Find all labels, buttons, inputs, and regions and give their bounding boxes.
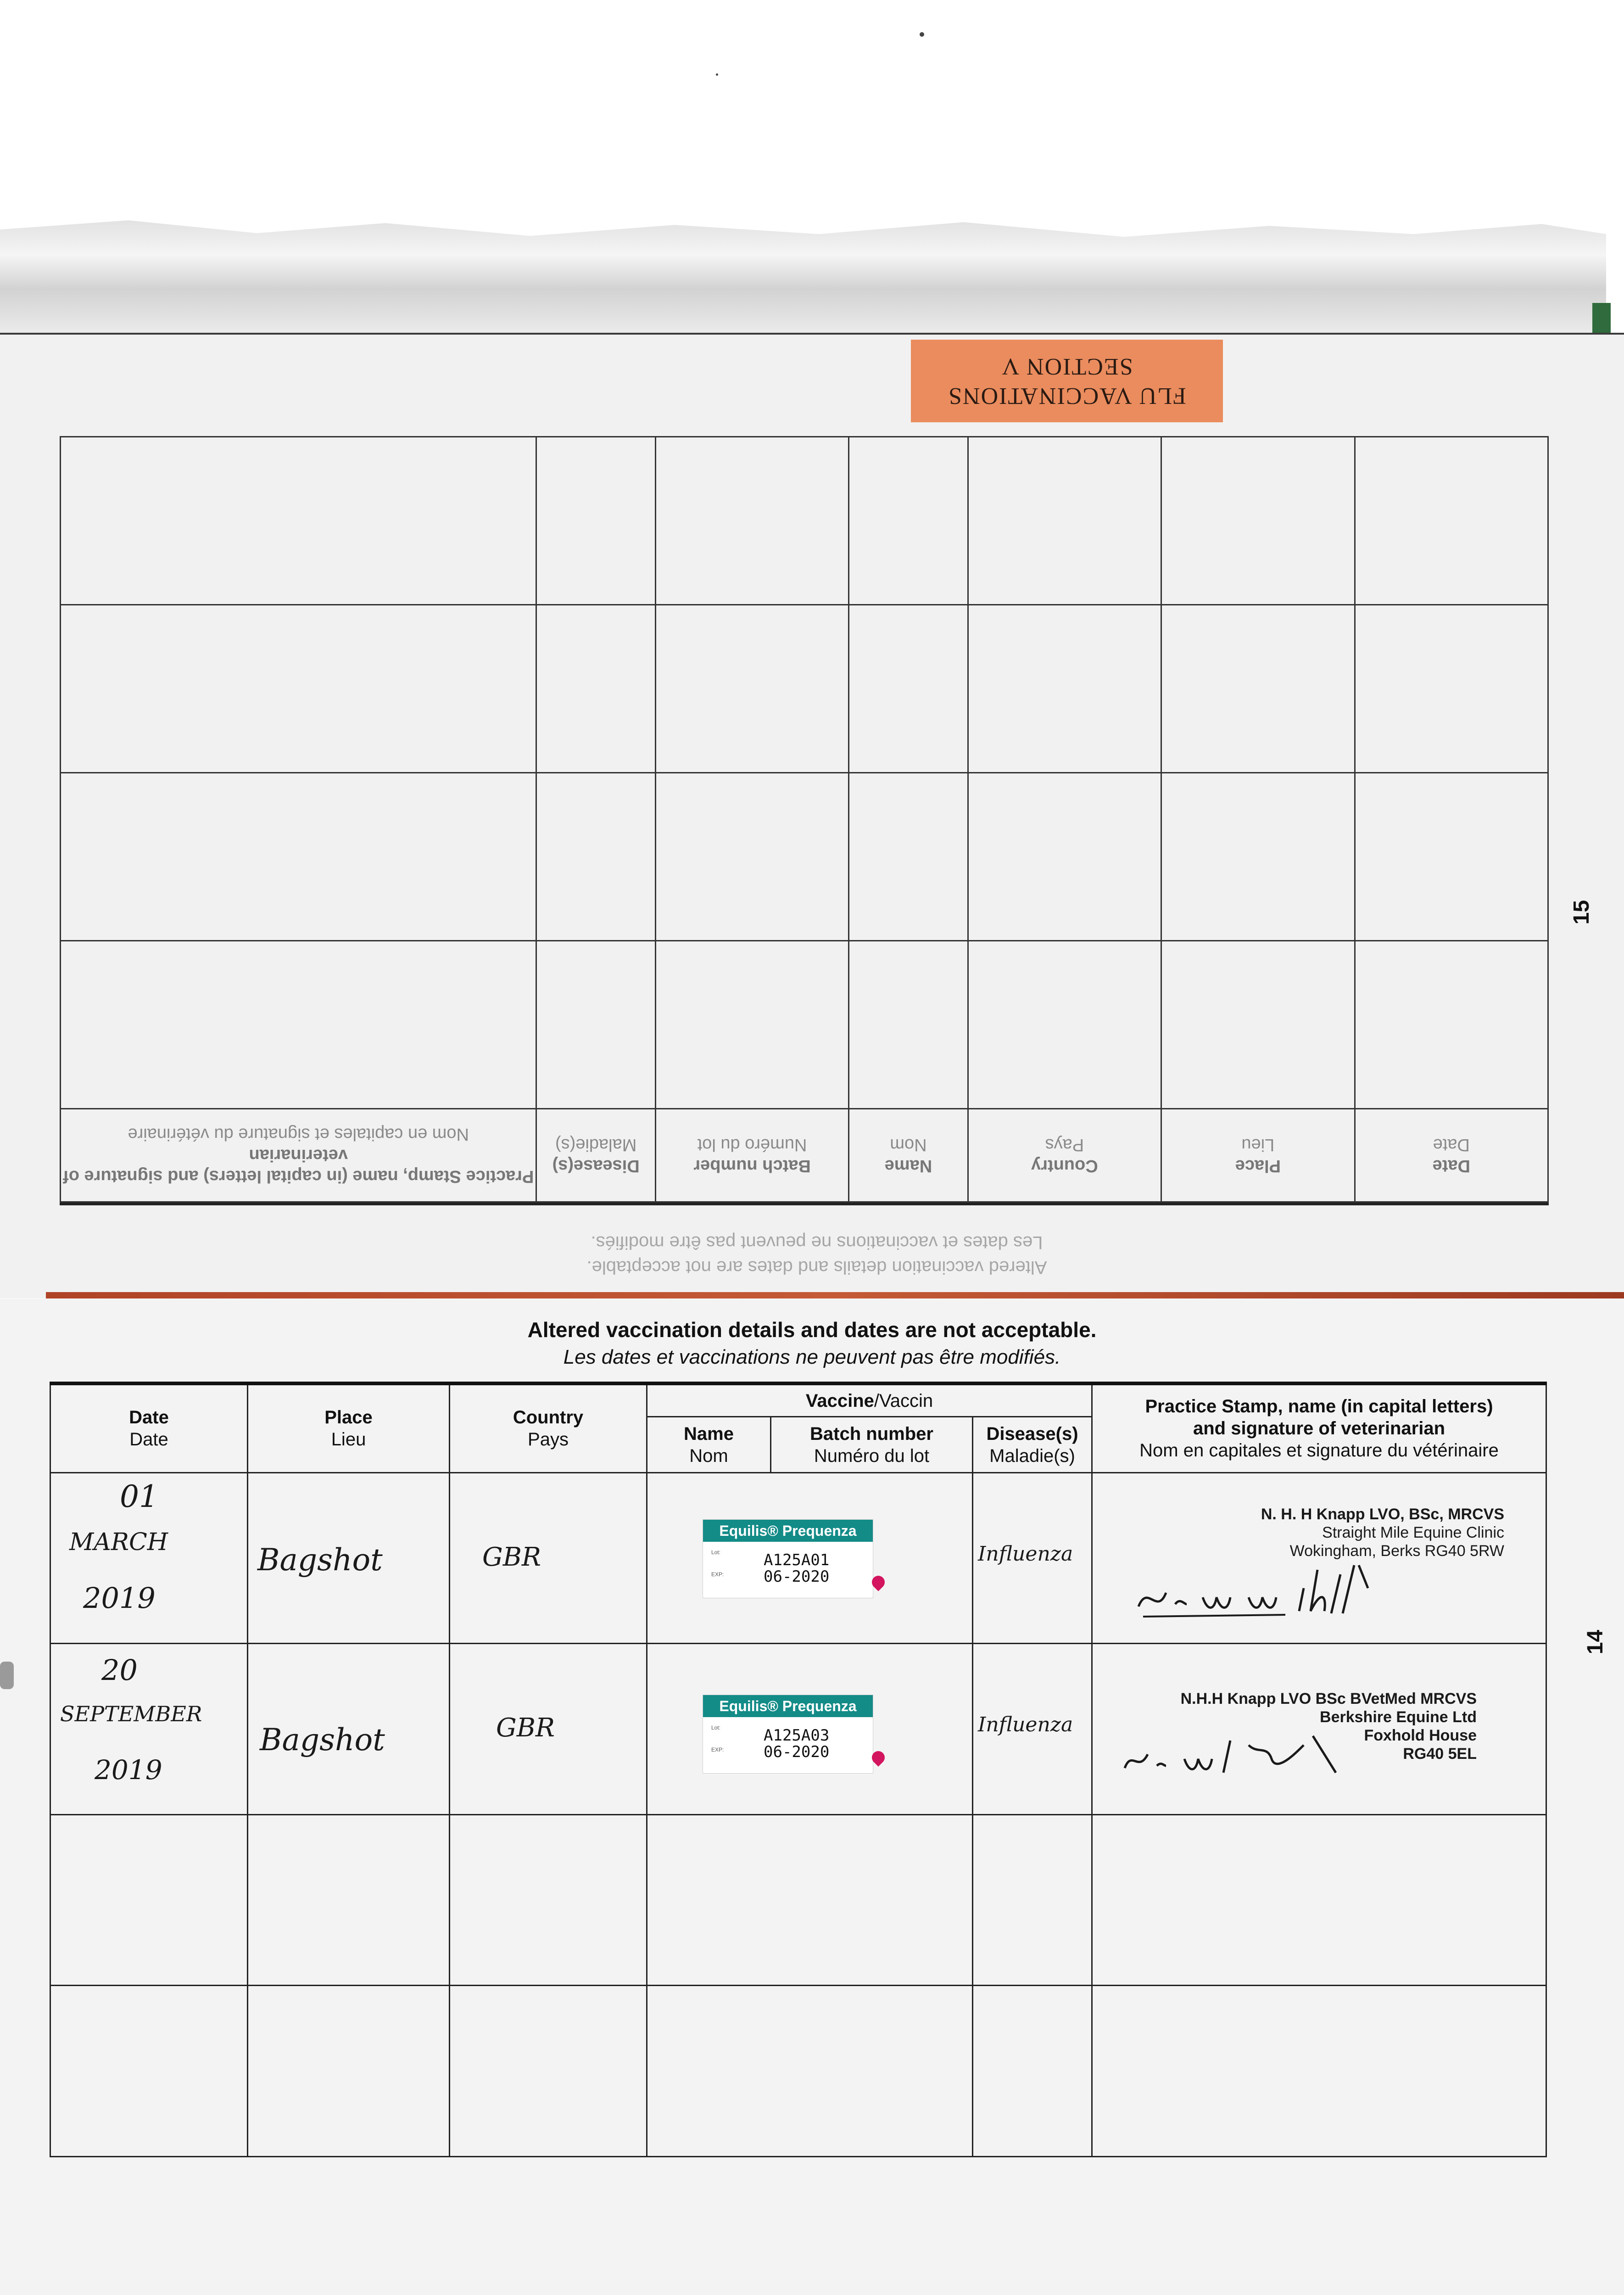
vaccination-record-table	[50, 1382, 1546, 2157]
date-month: SEPTEMBER	[60, 1702, 202, 1727]
upper-col-date: Date Date	[1355, 1109, 1548, 1202]
upper-col-stamp: Practice Stamp, name (in capital letters) and signature of veterinarian Nom en capitales et signature du vétérinaire	[61, 1109, 536, 1202]
scan-speck	[0, 1662, 14, 1689]
section-title-line1: FLU VACCINATIONS	[948, 383, 1186, 409]
upper-col-country: Country Pays	[968, 1109, 1161, 1202]
sticker-droplet-icon	[869, 1573, 887, 1591]
table-row	[50, 1472, 1546, 1644]
col-header-country: Country Pays	[450, 1383, 647, 1472]
upper-col-name: Name Nom	[849, 1109, 968, 1202]
page-number-14: 14	[1583, 1629, 1608, 1655]
section-title-line2: SECTION V	[1001, 353, 1133, 380]
sticker-droplet-icon	[869, 1749, 887, 1767]
col-header-practice-stamp: Practice Stamp, name (in capital letters) and signature of veterinarian Nom en capitales et signature du vétérinaire	[1092, 1383, 1546, 1472]
sticker-lot-number: A125A01 06-2020	[764, 1551, 830, 1586]
vaccine-sticker-cell	[647, 1644, 973, 1815]
date-month: MARCH	[69, 1528, 168, 1556]
upper-empty-row	[61, 773, 1548, 941]
disease-cell	[973, 1644, 1092, 1815]
col-header-vaccine-name: Name Nom	[647, 1417, 771, 1472]
col-header-place: Place Lieu	[248, 1383, 450, 1472]
torn-cover-edge	[0, 220, 1606, 335]
upper-empty-row	[61, 941, 1548, 1109]
vaccine-batch-sticker	[703, 1519, 873, 1598]
col-header-batch-number: Batch number Numéro du lot	[771, 1417, 973, 1472]
stamp-vet-name: N. H. H Knapp LVO, BSc, MRCVS	[1261, 1505, 1504, 1523]
country-handwritten: GBR	[496, 1713, 555, 1743]
sticker-exp-label: EXP:	[711, 1746, 724, 1753]
upper-table-border	[60, 1203, 1549, 1205]
flu-vaccinations-section-banner	[911, 340, 1223, 422]
table-row-empty	[50, 1986, 1546, 2157]
date-cell	[50, 1472, 248, 1644]
table-row	[50, 1644, 1546, 1815]
place-cell	[248, 1472, 450, 1644]
upper-col-batch: Batch number Numéro du lot	[655, 1109, 848, 1202]
practice-stamp-cell	[1092, 1472, 1546, 1644]
date-cell	[50, 1644, 248, 1815]
booklet-spine	[46, 1292, 1624, 1299]
sticker-exp-label: EXP:	[711, 1571, 724, 1578]
col-header-disease: Disease(s) Maladie(s)	[973, 1417, 1092, 1472]
stamp-clinic: Berkshire Equine Ltd	[1320, 1708, 1477, 1726]
sticker-lot-label: Lot:	[711, 1724, 721, 1731]
sticker-brand: Equilis® Prequenza	[703, 1520, 873, 1542]
table-row-empty	[50, 1814, 1546, 1986]
upper-warning-en: Altered vaccination details and dates are not acceptable.	[586, 1257, 1047, 1277]
stamp-house: Foxhold House	[1364, 1727, 1477, 1745]
stamp-clinic: Straight Mile Equine Clinic	[1322, 1523, 1504, 1541]
veterinarian-signature	[1134, 1561, 1409, 1625]
upper-warning-bleedthrough	[459, 1230, 1175, 1280]
date-day: 20	[101, 1653, 138, 1687]
col-header-date: Date Date	[50, 1383, 248, 1472]
disease-handwritten: Influenza	[978, 1542, 1073, 1566]
warning-english: Altered vaccination details and dates are not acceptable.	[527, 1318, 1097, 1342]
place-cell	[248, 1644, 450, 1815]
stamp-vet-name: N.H.H Knapp LVO BSc BVetMed MRCVS	[1180, 1690, 1477, 1708]
stamp-address: Wokingham, Berks RG40 5RW	[1289, 1542, 1504, 1560]
vaccine-sticker-cell	[647, 1472, 973, 1644]
scan-speck	[716, 73, 718, 76]
stamp-postcode: RG40 5EL	[1403, 1745, 1477, 1763]
place-handwritten: Bagshot	[260, 1722, 385, 1758]
sticker-brand: Equilis® Prequenza	[703, 1695, 873, 1717]
country-cell	[450, 1472, 647, 1644]
upper-warning-fr: Les dates et vaccinations ne peuvent pas être modifiés.	[591, 1232, 1043, 1253]
date-year: 2019	[83, 1581, 156, 1615]
upper-vaccination-table	[60, 436, 1549, 1203]
upper-col-place: Place Lieu	[1161, 1109, 1355, 1202]
col-header-vaccine: Vaccine/Vaccin	[647, 1383, 1092, 1417]
disease-cell	[973, 1472, 1092, 1644]
scan-speck	[920, 32, 924, 37]
veterinarian-signature	[1120, 1727, 1377, 1782]
country-cell	[450, 1644, 647, 1815]
sticker-lot-label: Lot:	[711, 1549, 721, 1556]
date-year: 2019	[95, 1754, 162, 1786]
upper-empty-row	[61, 605, 1548, 773]
date-day: 01	[120, 1478, 158, 1514]
page-number-15: 15	[1569, 900, 1594, 925]
practice-stamp-cell	[1092, 1644, 1546, 1815]
upper-empty-row	[61, 437, 1548, 605]
upper-col-disease: Disease(s) Maladie(s)	[536, 1109, 655, 1202]
place-handwritten: Bagshot	[257, 1542, 383, 1578]
vaccine-batch-sticker	[703, 1695, 873, 1774]
country-handwritten: GBR	[482, 1542, 541, 1572]
warning-french: Les dates et vaccinations ne peuvent pas être modifiés.	[563, 1346, 1061, 1368]
sticker-lot-number: A125A03 06-2020	[764, 1726, 830, 1762]
disease-handwritten: Influenza	[978, 1713, 1073, 1737]
